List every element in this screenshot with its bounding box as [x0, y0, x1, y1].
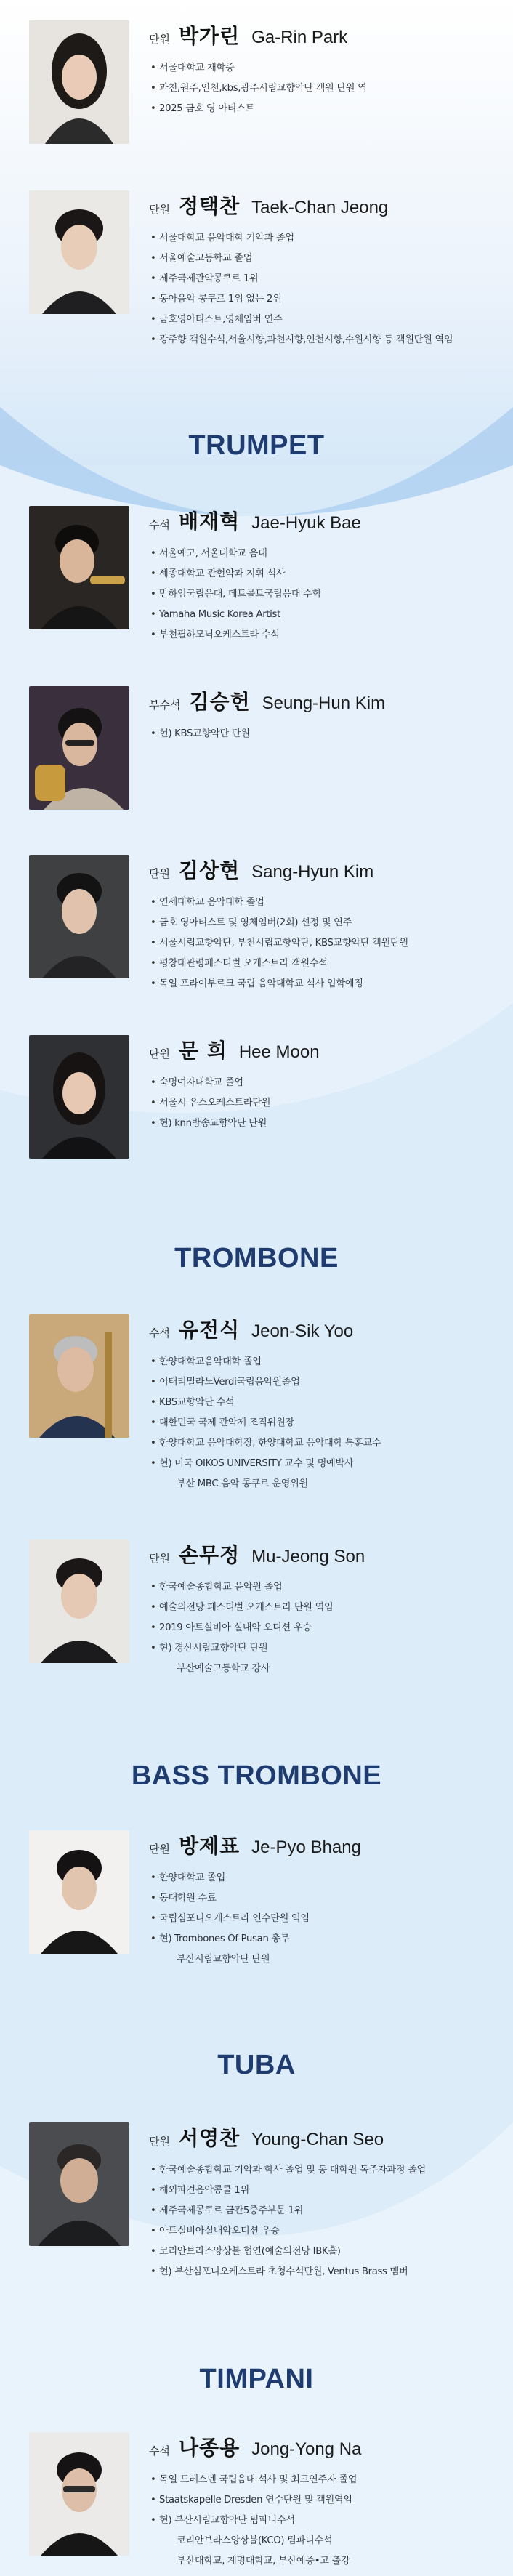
career-item: 부산예술고등학교 강사 — [177, 1663, 270, 1674]
member-english-name: Je-Pyo Bhang — [251, 1838, 361, 1857]
member-english-name: Seung-Hun Kim — [262, 693, 386, 713]
member-role: 단원 — [149, 1047, 170, 1060]
career-list — [149, 544, 494, 645]
career-item: • 이태리밀라노Verdi국립음악원졸업 — [149, 1372, 494, 1393]
member-photo — [29, 2432, 129, 2556]
career-list — [149, 2470, 494, 2572]
career-item: • 서울대학교 재학중 — [149, 58, 494, 79]
member-role: 수석 — [149, 2444, 170, 2458]
career-item: • 금호 영아티스트 및 영체임버(2회) 선정 및 연주 — [149, 913, 494, 933]
career-item: • 2025 금호 영 아티스트 — [149, 99, 494, 119]
career-item: • KBS교향악단 수석 — [149, 1393, 494, 1413]
career-item: • 한국예술종합학교 기악과 학사 졸업 및 동 대학원 독주자과정 졸업 — [149, 2160, 494, 2181]
member-korean-name: 방제표 — [178, 1834, 241, 1858]
member-role: 단원 — [149, 203, 170, 216]
career-item: • 독일 프라이부르크 국립 음악대학교 석사 입학예정 — [149, 974, 494, 994]
career-item: • 한양대학교 음악대학장, 한양대학교 음악대학 특훈교수 — [149, 1433, 494, 1454]
career-item: • 2019 아트실비아 실내악 오디션 우승 — [149, 1618, 494, 1638]
member-photo — [29, 506, 129, 629]
member-photo — [29, 190, 129, 314]
career-item: • 아트실비아실내악오디션 우승 — [149, 2221, 494, 2242]
member-photo — [29, 20, 129, 144]
member-role: 단원 — [149, 1843, 170, 1856]
career-item: • 금호영아티스트,영체임버 연주 — [149, 310, 494, 330]
career-item: • 한양대학교음악대학 졸업 — [149, 1352, 494, 1372]
career-list — [149, 2160, 494, 2282]
career-item: • 동대학원 수료 — [149, 1888, 494, 1909]
member-korean-name: 정택찬 — [178, 194, 241, 218]
career-item: • 독일 드레스덴 국립음대 석사 및 최고연주자 졸업 — [149, 2470, 494, 2490]
career-item: • 해외파견음악콩쿨 1위 — [149, 2181, 494, 2201]
career-list — [149, 1352, 494, 1494]
member-photo — [29, 855, 129, 978]
section-title-timpani: TIMPANI — [199, 2364, 314, 2394]
member-role: 단원 — [149, 33, 170, 46]
career-item: • Yamaha Music Korea Artist — [149, 605, 494, 625]
member-photo — [29, 2122, 129, 2246]
member-photo — [29, 686, 129, 810]
career-list — [149, 228, 494, 350]
career-list — [149, 893, 494, 994]
career-item: • 세종대학교 관현악과 지휘 석사 — [149, 564, 494, 584]
member-photo — [29, 1830, 129, 1954]
member-korean-name: 박가린 — [178, 24, 241, 48]
career-item: • 평창대관령페스티벌 오케스트라 객원수석 — [149, 954, 494, 974]
section-title-trombone: TROMBONE — [174, 1243, 339, 1273]
career-item: • 한양대학교 졸업 — [149, 1868, 494, 1888]
career-list — [149, 1073, 494, 1134]
section-title-bass-trombone: BASS TROMBONE — [131, 1760, 382, 1791]
career-item: • 과천,원주,인천,kbs,광주시립교향악단 객원 단원 역 — [149, 79, 494, 99]
member-english-name: Jae-Hyuk Bae — [251, 513, 361, 533]
career-item: • 동아음악 콩쿠르 1위 없는 2위 — [149, 289, 494, 310]
career-item: • 광주향 객원수석,서울시향,과천시향,인천시향,수원시향 등 객원단원 역임 — [149, 330, 494, 350]
section-title-tuba: TUBA — [217, 2050, 296, 2080]
career-item: • 서울시 유스오케스트라단원 — [149, 1093, 494, 1114]
member-english-name: Sang-Hyun Kim — [251, 862, 374, 882]
member-english-name: Mu-Jeong Son — [251, 1547, 365, 1566]
member-photo — [29, 1539, 129, 1663]
member-english-name: Jong-Yong Na — [251, 2439, 362, 2459]
career-list — [149, 724, 494, 744]
member-role: 수석 — [149, 1327, 170, 1340]
career-list — [149, 1577, 494, 1679]
member-korean-name: 배재혁 — [178, 510, 241, 534]
career-item: 부산대학교, 계명대학교, 부산예중•고 출강 — [177, 2556, 350, 2567]
member-korean-name: 서영찬 — [178, 2126, 241, 2150]
member-korean-name: 김승헌 — [189, 690, 251, 714]
career-item: • 제주국제콩쿠르 금관5중주부문 1위 — [149, 2201, 494, 2221]
member-korean-name: 나종용 — [178, 2436, 241, 2460]
member-korean-name: 유전식 — [178, 1318, 241, 1342]
career-item: • 국립심포니오케스트라 연수단원 역임 — [149, 1909, 494, 1929]
member-korean-name: 문 희 — [178, 1039, 227, 1063]
career-item: • 대한민국 국제 관악제 조직위원장 — [149, 1413, 494, 1433]
member-role: 수석 — [149, 518, 170, 531]
career-item: 부산시립교향악단 단원 — [177, 1954, 270, 1965]
member-photo — [29, 1314, 129, 1438]
member-role: 단원 — [149, 2135, 170, 2148]
career-item: • 제주국제관악콩쿠르 1위 — [149, 269, 494, 289]
career-item: • 코리안브라스앙상블 협연(예술의전당 IBK홀) — [149, 2242, 494, 2262]
career-item: • 연세대학교 음악대학 졸업 — [149, 893, 494, 913]
career-item: • 현) 부산시립교향악단 팀파니수석 — [149, 2511, 494, 2531]
career-item: • 현) KBS교향악단 단원 — [149, 724, 494, 744]
career-item: • 서울예고, 서울대학교 음대 — [149, 544, 494, 564]
career-item: • Staatskapelle Dresden 연수단원 및 객원역임 — [149, 2490, 494, 2511]
career-item: • 현) 미국 OIKOS UNIVERSITY 교수 및 명예박사 — [149, 1454, 494, 1474]
member-role: 단원 — [149, 1552, 170, 1565]
career-item: 코리안브라스앙상블(KCO) 팀파니수석 — [177, 2535, 333, 2546]
member-photo — [29, 1035, 129, 1159]
section-title-trumpet: TRUMPET — [188, 430, 325, 461]
career-item: • 부천필하모닉오케스트라 수석 — [149, 625, 494, 645]
career-item: • 서울예술고등학교 졸업 — [149, 249, 494, 269]
career-item: • 현) 부산심포니오케스트라 초청수석단원, Ventus Brass 멤버 — [149, 2262, 494, 2282]
career-item: • 예술의전당 페스티벌 오케스트라 단원 역임 — [149, 1598, 494, 1618]
career-item: • 숙명여자대학교 졸업 — [149, 1073, 494, 1093]
career-item: 부산 MBC 음악 콩쿠르 운영위원 — [177, 1478, 308, 1489]
member-korean-name: 김상현 — [178, 858, 241, 882]
career-item: • 서울시립교향악단, 부천시립교향악단, KBS교향악단 객원단원 — [149, 933, 494, 954]
career-list — [149, 1868, 494, 1970]
career-item: • 서울대학교 음악대학 기악과 졸업 — [149, 228, 494, 249]
career-item: • 현) Trombones Of Pusan 총무 — [149, 1929, 494, 1949]
member-role: 단원 — [149, 867, 170, 880]
career-item: • 만하임국립음대, 데트몰트국립음대 수학 — [149, 584, 494, 605]
career-item: • 현) knn방송교향악단 단원 — [149, 1114, 494, 1134]
member-english-name: Hee Moon — [238, 1042, 320, 1062]
member-english-name: Ga-Rin Park — [251, 28, 348, 47]
member-english-name: Young-Chan Seo — [251, 2130, 384, 2149]
member-english-name: Jeon-Sik Yoo — [251, 1321, 354, 1341]
member-korean-name: 손무정 — [178, 1543, 241, 1567]
member-role: 부수석 — [149, 699, 181, 712]
career-list — [149, 58, 494, 119]
member-english-name: Taek-Chan Jeong — [251, 198, 389, 217]
career-item: • 한국예술종합학교 음악원 졸업 — [149, 1577, 494, 1598]
career-item: • 현) 경산시립교향악단 단원 — [149, 1638, 494, 1659]
